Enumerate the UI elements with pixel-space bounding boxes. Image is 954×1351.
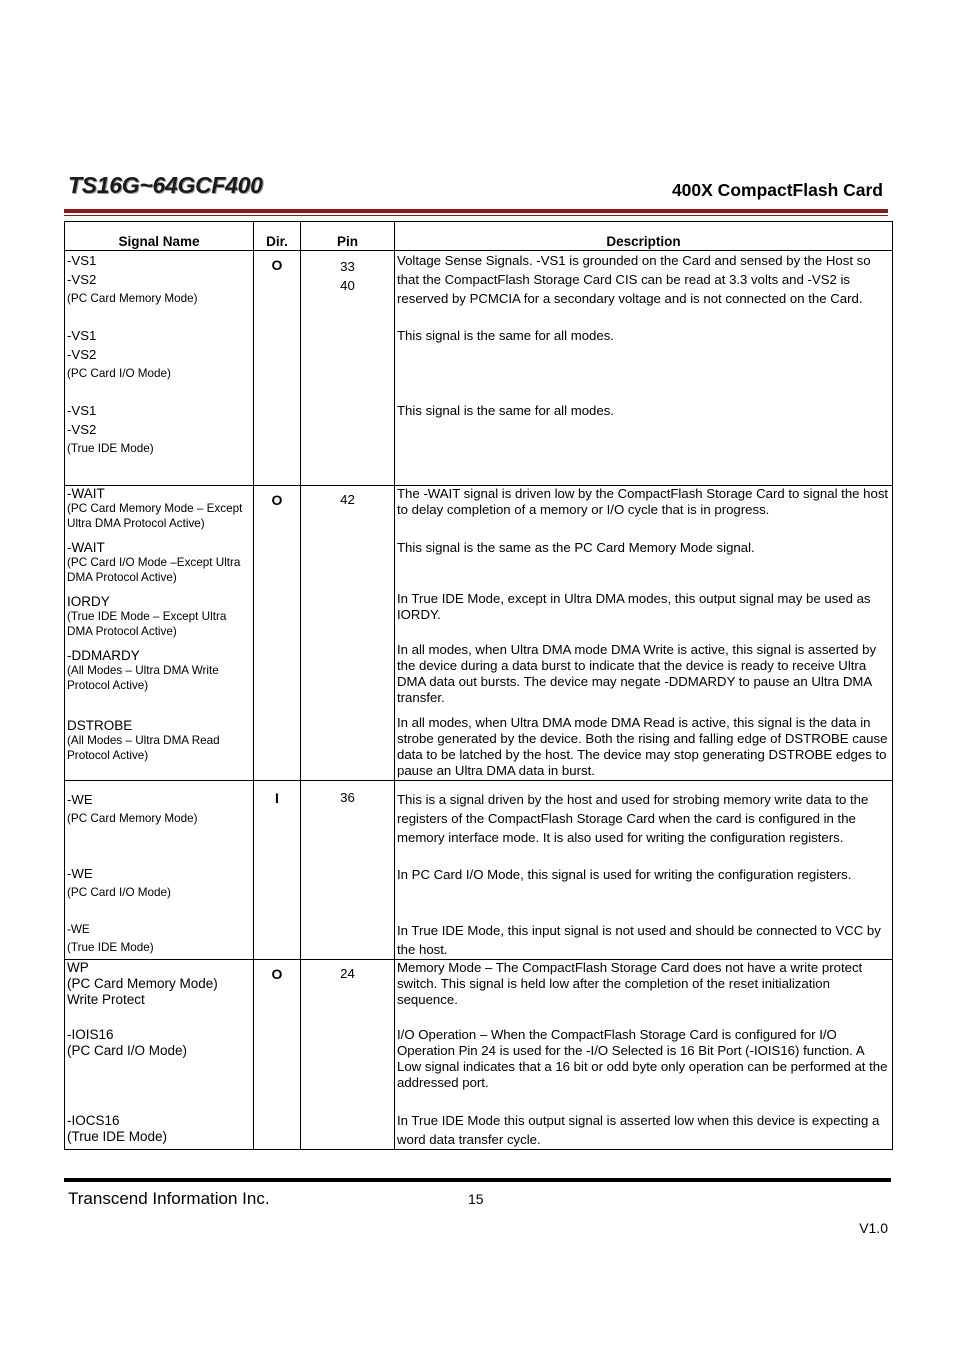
table-row bbox=[65, 486, 893, 781]
signal-name: -VS1 bbox=[67, 253, 97, 268]
signal-description: This is a signal driven by the host and used for strobing memory write data to the registers of the CompactFlash Storage Card when the card is configured in the memory interface mode. It is also used for writing the configuration registers. bbox=[397, 792, 869, 845]
signal-mode: (PC Card Memory Mode – Except Ultra DMA Protocol Active) bbox=[67, 502, 243, 530]
signal-mode: (All Modes – Ultra DMA Read Protocol Active) bbox=[67, 734, 220, 762]
signal-name: -WE bbox=[67, 792, 93, 807]
signal-description: In PC Card I/O Mode, this signal is used for writing the configuration registers. bbox=[397, 867, 852, 882]
signal-name: -VS1 bbox=[67, 328, 97, 343]
signal-name: -WE bbox=[67, 923, 90, 936]
signal-name-cell bbox=[65, 781, 254, 960]
signal-name: -WE bbox=[67, 866, 93, 881]
table-row bbox=[65, 960, 893, 1150]
signal-name: -IOIS16 bbox=[67, 1027, 114, 1042]
signal-name: -IOCS16 bbox=[67, 1113, 120, 1128]
signal-description: Voltage Sense Signals. -VS1 is grounded on the Card and sensed by the Host so that the CompactFlash Storage Card CIS can be read at 3.3 volts and -VS2 is reserved by PCMCIA for a secondary voltage and is not connected on the Card. bbox=[397, 253, 871, 306]
signal-mode: (True IDE Mode) bbox=[67, 941, 154, 954]
signal-name: DSTROBE bbox=[67, 718, 133, 733]
table-row bbox=[65, 781, 893, 960]
direction-cell: O bbox=[254, 486, 301, 781]
description-cell bbox=[395, 781, 893, 960]
company-name: Transcend Information Inc. bbox=[68, 1189, 270, 1208]
footer-divider bbox=[64, 1178, 891, 1182]
signal-mode: (PC Card Memory Mode) bbox=[67, 812, 198, 825]
signal-table bbox=[64, 221, 893, 1150]
signal-name-cell bbox=[65, 486, 254, 781]
direction-cell: O bbox=[254, 251, 301, 486]
signal-name: -DDMARDY bbox=[67, 648, 140, 663]
signal-name: -VS2 bbox=[67, 347, 97, 362]
signal-mode: (PC Card I/O Mode) bbox=[67, 886, 171, 899]
document-subtitle: 400X CompactFlash Card bbox=[671, 180, 883, 200]
signal-description: This signal is the same as the PC Card Memory Mode signal. bbox=[397, 540, 755, 555]
pin-cell: 24 bbox=[301, 960, 395, 1150]
pin-number: 40 bbox=[340, 278, 355, 293]
description-cell bbox=[395, 251, 893, 486]
column-header-pin: Pin bbox=[301, 222, 395, 251]
signal-name: WP bbox=[67, 960, 89, 975]
pin-number: 33 bbox=[340, 259, 355, 274]
description-cell bbox=[395, 486, 893, 781]
page-number: 15 bbox=[468, 1191, 484, 1207]
signal-mode: (True IDE Mode – Except Ultra DMA Protocol Active) bbox=[67, 610, 227, 638]
signal-description: The -WAIT signal is driven low by the CompactFlash Storage Card to signal the host to delay completion of a memory or I/O cycle that is in progress. bbox=[397, 486, 889, 517]
signal-mode: (All Modes – Ultra DMA Write Protocol Active) bbox=[67, 664, 219, 692]
header-divider-thin bbox=[64, 215, 888, 216]
direction-cell: I bbox=[254, 781, 301, 960]
signal-name-cell bbox=[65, 960, 254, 1150]
signal-name: -VS2 bbox=[67, 272, 97, 287]
signal-description: In True IDE Mode, except in Ultra DMA modes, this output signal may be used as IORDY. bbox=[397, 591, 871, 622]
signal-name-cell bbox=[65, 251, 254, 486]
column-header-dir: Dir. bbox=[254, 222, 301, 251]
signal-name: -VS2 bbox=[67, 422, 97, 437]
column-header-signal-name: Signal Name bbox=[65, 222, 254, 251]
signal-description: In all modes, when Ultra DMA mode DMA Read is active, this signal is the data in strobe generated by the device. Both the rising and falling edge of DSTROBE cause data to be latched by the host. The device may stop generating DSTROBE edges to pause an Ultra DMA data in burst. bbox=[397, 715, 888, 778]
description-cell bbox=[395, 960, 893, 1150]
signal-mode: (PC Card I/O Mode –Except Ultra DMA Protocol Active) bbox=[67, 556, 241, 584]
signal-mode: (PC Card I/O Mode) bbox=[67, 367, 171, 380]
table-header-row bbox=[65, 222, 893, 251]
signal-mode: (PC Card Memory Mode) bbox=[67, 976, 218, 991]
document-title: TS16G~64GCF400 bbox=[68, 172, 263, 198]
signal-mode: (True IDE Mode) bbox=[67, 1129, 168, 1144]
signal-description: I/O Operation – When the CompactFlash Storage Card is configured for I/O Operation Pin 24 is used for the -I/O Selected is 16 Bit Port (-IOIS16) function. A Low signal indicates that a 16 bit or odd byte only operation can be performed at the addressed port. bbox=[397, 1027, 888, 1090]
pin-cell: 36 bbox=[301, 781, 395, 960]
column-header-description: Description bbox=[395, 222, 893, 251]
signal-name: -WAIT bbox=[67, 540, 105, 555]
signal-name: IORDY bbox=[67, 594, 110, 609]
direction-cell: O bbox=[254, 960, 301, 1150]
signal-description: Memory Mode – The CompactFlash Storage Card does not have a write protect switch. This signal is held low after the completion of the reset initialization sequence. bbox=[397, 960, 863, 1007]
pin-cell bbox=[301, 251, 395, 486]
signal-description: In True IDE Mode this output signal is asserted low when this device is expecting a word data transfer cycle. bbox=[397, 1113, 880, 1147]
signal-mode: (True IDE Mode) bbox=[67, 442, 154, 455]
signal-mode: (PC Card Memory Mode) bbox=[67, 292, 198, 305]
pin-cell: 42 bbox=[301, 486, 395, 781]
signal-description: This signal is the same for all modes. bbox=[397, 403, 614, 418]
signal-description: In all modes, when Ultra DMA mode DMA Write is active, this signal is asserted by the device during a data burst to indicate that the device is ready to receive Ultra DMA data out bursts. The device may negate -DDMARDY to pause an Ultra DMA transfer. bbox=[397, 642, 877, 705]
header-divider bbox=[64, 209, 888, 213]
version-label: V1.0 bbox=[859, 1220, 888, 1236]
signal-name: -VS1 bbox=[67, 403, 97, 418]
table-row bbox=[65, 251, 893, 486]
signal-mode: (PC Card I/O Mode) bbox=[67, 1043, 188, 1058]
signal-name: -WAIT bbox=[67, 486, 105, 501]
signal-description: In True IDE Mode, this input signal is not used and should be connected to VCC by the host. bbox=[397, 923, 881, 957]
signal-description: This signal is the same for all modes. bbox=[397, 328, 614, 343]
signal-function: Write Protect bbox=[67, 992, 145, 1007]
